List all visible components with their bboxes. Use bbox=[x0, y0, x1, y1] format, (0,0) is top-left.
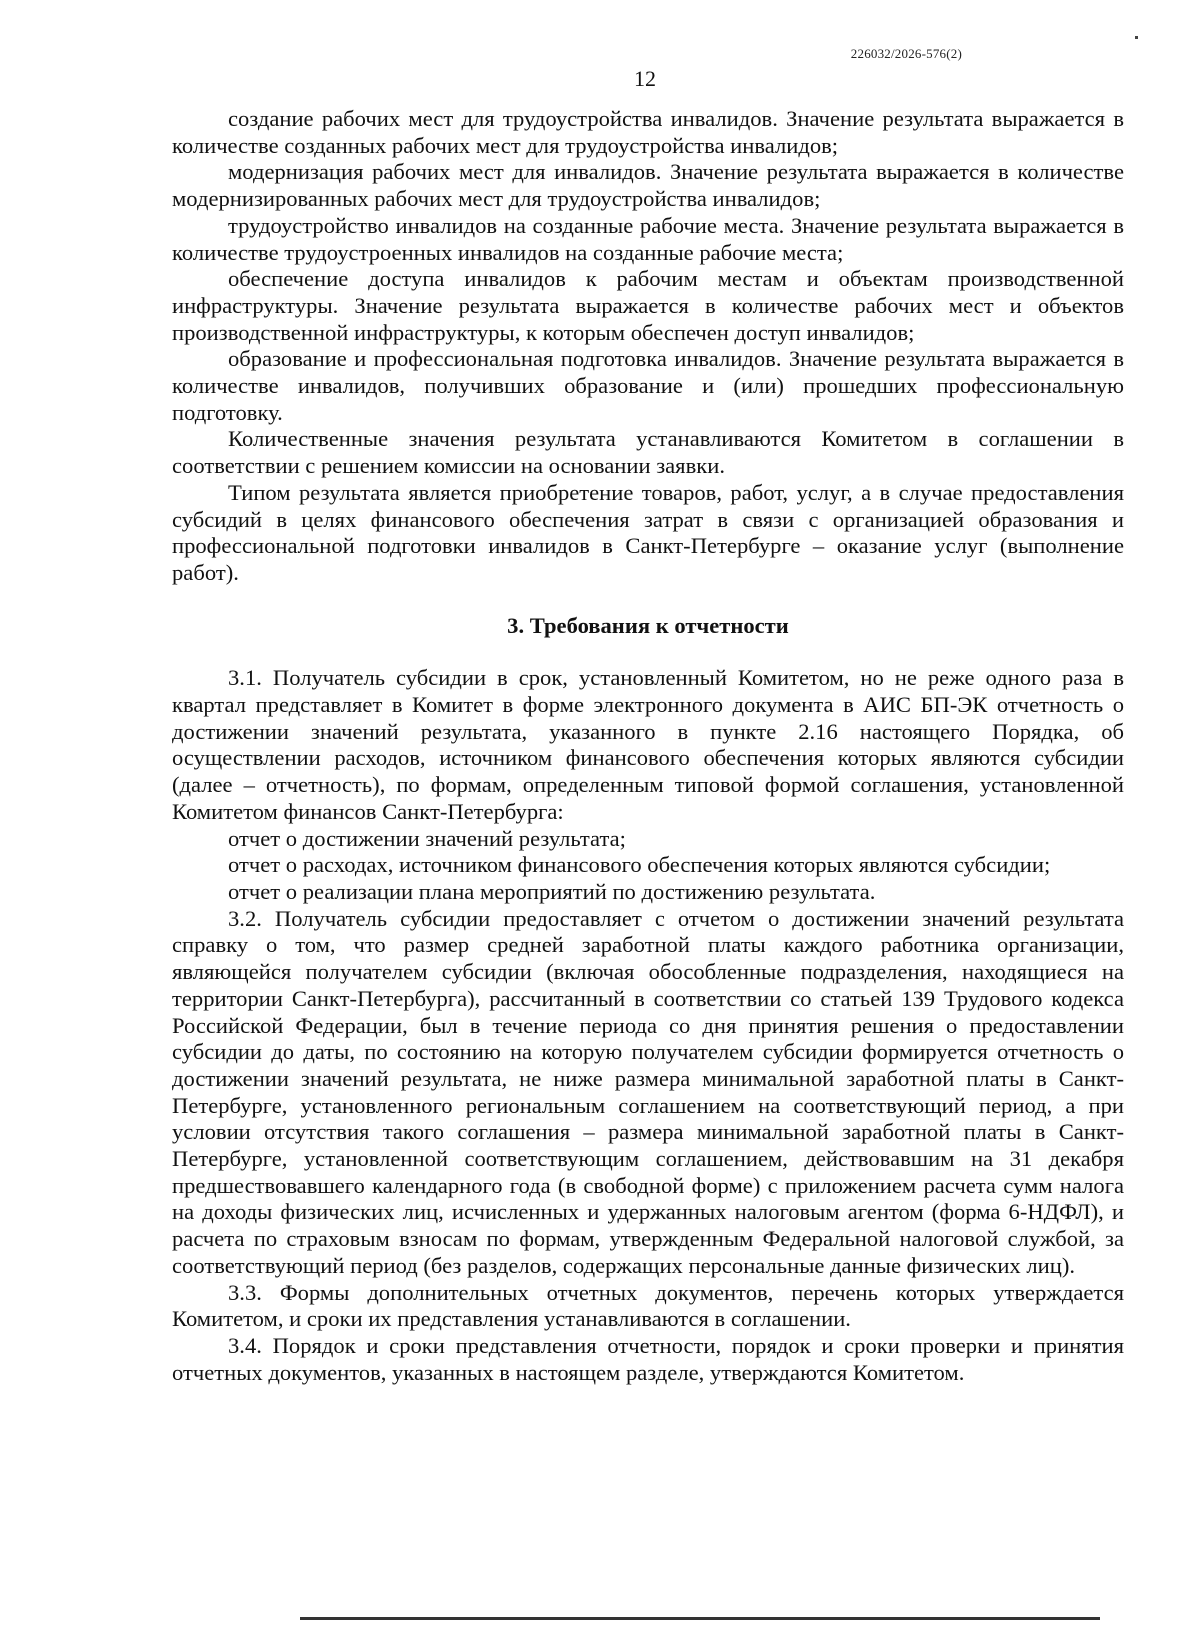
document-id: 226032/2026-576(2) bbox=[850, 46, 962, 61]
list-item: отчет о реализации плана мероприятий по достижению результата. bbox=[228, 878, 876, 904]
list-item: отчет о достижении значений результата; bbox=[228, 825, 626, 851]
paragraph: трудоустройство инвалидов на созданные рабочие места. Значение результата выражается в количестве трудоустроенных инвалидов на созданные рабочие места; bbox=[172, 212, 1124, 265]
paragraph: образование и профессиональная подготовка инвалидов. Значение результата выражается в количестве инвалидов, получивших образование и (или) прошедших профессиональную подготовку. bbox=[172, 346, 1124, 425]
paragraph: Количественные значения результата устанавливаются Комитетом в соглашении в соответствии с решением комиссии на основании заявки. bbox=[172, 426, 1124, 479]
section-heading: 3. Требования к отчетности bbox=[507, 612, 789, 638]
paragraph: модернизация рабочих мест для инвалидов. Значение результата выражается в количестве модернизированных рабочих мест для трудоустройства инвалидов; bbox=[172, 159, 1124, 212]
document-body bbox=[172, 106, 1124, 1386]
paragraph: Типом результата является приобретение товаров, работ, услуг, а в случае предоставления субсидий в целях финансового обеспечения затрат в связи с организацией образования и профессиональной подготовки инвалидов в Санкт-Петербурге – оказание услуг (выполнение работ). bbox=[172, 479, 1124, 585]
paragraph-3-2: 3.2. Получатель субсидии предоставляет с отчетом о достижении значений результата справку о том, что размер средней заработной платы каждого работника организации, являющейся получателем субсидии (включая обособленные подразделения, находящиеся на территории Санкт-Петербурга), рассчитанный в соответствии со статьей 139 Трудового кодекса Российской Федерации, был в течение периода со дня принятия решения о предоставлении субсидии до даты, по состоянию на которую получателем субсидии формируется отчетность о достижении значений результата, не ниже размера минимальной заработной платы в Санкт-Петербурге, установленного региональным соглашением на соответствующий период, а при условии отсутствия такого соглашения – размера минимальной заработной платы в Санкт-Петербурге, установленной соответствующим соглашением, действовавшим на 31 декабря предшествовавшего календарного года (в свободной форме) с приложением расчета сумм налога на доходы физических лиц, исчисленных и удержанных налоговым агентом (форма 6-НДФЛ), и расчета по страховым взносам по формам, утвержденным Федеральной налоговой службой, за соответствующий период (без разделов, содержащих персональные данные физических лиц). bbox=[172, 905, 1124, 1278]
page-number: 12 bbox=[634, 66, 656, 91]
spacer bbox=[172, 587, 1124, 613]
paragraph: создание рабочих мест для трудоустройства инвалидов. Значение результата выражается в количестве созданных рабочих мест для трудоустройства инвалидов; bbox=[172, 106, 1124, 158]
paragraph-3-3: 3.3. Формы дополнительных отчетных документов, перечень которых утверждается Комитетом, и сроки их представления устанавливаются в соглашении. bbox=[172, 1279, 1124, 1332]
paragraph: обеспечение доступа инвалидов к рабочим местам и объектам производственной инфраструктуры. Значение результата выражается в количестве рабочих мест и объектов производственной инфраструктуры, к которым обеспечен доступ инвалидов; bbox=[172, 266, 1124, 345]
paragraph-3-1: 3.1. Получатель субсидии в срок, установленный Комитетом, но не реже одного раза в квартал представляет в Комитет в форме электронного документа в АИС БП-ЭК отчетность о достижении значений результата, указанного в пункте 2.16 настоящего Порядка, об осуществлении расходов, источником финансового обеспечения которых являются субсидии (далее – отчетность), по формам, определенным типовой формой соглашения, установленной Комитетом финансов Санкт-Петербурга: bbox=[172, 665, 1124, 824]
paragraph-3-4: 3.4. Порядок и сроки представления отчетности, порядок и сроки проверки и принятия отчетных документов, указанных в настоящем разделе, утверждаются Комитетом. bbox=[172, 1332, 1124, 1385]
spacer bbox=[172, 639, 1124, 665]
list-item: отчет о расходах, источником финансового обеспечения которых являются субсидии; bbox=[228, 852, 1051, 878]
scan-edge-line bbox=[300, 1617, 1100, 1620]
scan-speck bbox=[1135, 36, 1138, 39]
